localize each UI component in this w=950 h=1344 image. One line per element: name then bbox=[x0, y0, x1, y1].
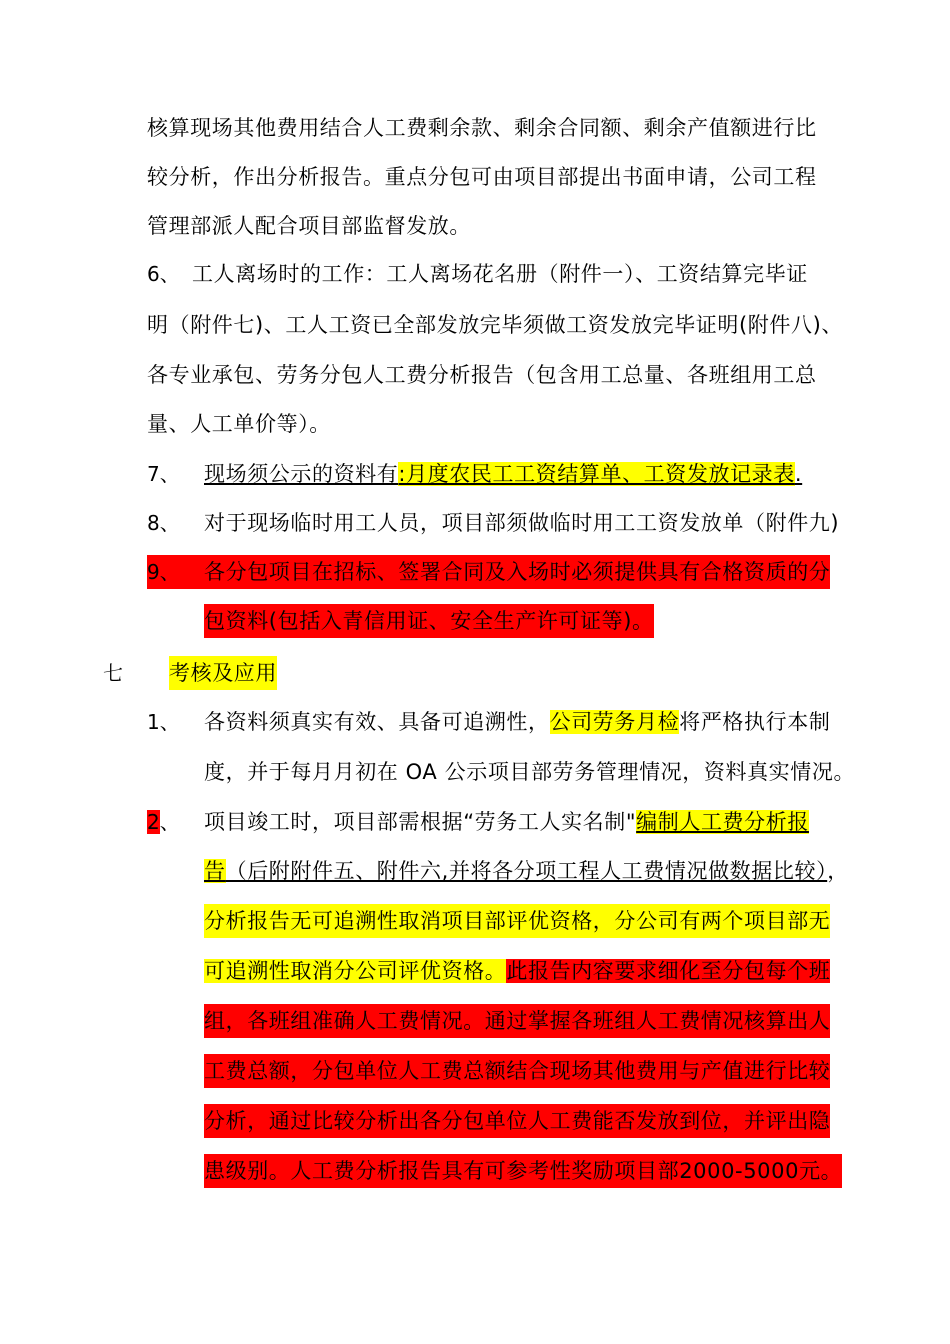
paragraph-line: 量、人工单价等）。 bbox=[147, 412, 331, 436]
text-run: . bbox=[794, 462, 803, 486]
highlighted-text: 可追溯性取消分公司评优资格。 bbox=[204, 959, 507, 983]
paragraph-line bbox=[204, 805, 809, 839]
highlighted-text: 元。 bbox=[799, 1159, 843, 1183]
highlighted-text: 告 bbox=[204, 859, 226, 883]
paragraph-line bbox=[204, 1154, 842, 1188]
highlighted-number: 2 bbox=[147, 810, 160, 834]
highlighted-text: 患级别。人工费分析报告具有可参考性奖励项目部 bbox=[204, 1159, 680, 1183]
text-run: 将严格执行本制 bbox=[679, 710, 831, 734]
highlighted-text: 分析报告无可追溯性取消项目部评优资格，分公司有两个项目部无 bbox=[204, 904, 830, 938]
paragraph-line: 核算现场其他费用结合人工费剩余款、剩余合同额、剩余产值额进行比 bbox=[147, 116, 817, 140]
paragraph-line: 较分析，作出分析报告。重点分包可由项目部提出书面申请，公司工程 bbox=[147, 165, 817, 189]
list-number: 6、 bbox=[147, 262, 180, 286]
paragraph-line bbox=[204, 854, 849, 888]
paragraph-line: 对于现场临时用工人员，项目部须做临时用工工资发放单（附件九) bbox=[204, 511, 840, 535]
paragraph-line bbox=[204, 705, 830, 739]
section-number: 七 bbox=[103, 661, 123, 685]
highlighted-amount: 2000-5000 bbox=[679, 1159, 800, 1183]
list-number: 8、 bbox=[147, 511, 180, 535]
highlighted-text: :月度农民工工资结算单、工资发放记录表 bbox=[398, 462, 795, 486]
highlighted-text: 编制人工费分析报 bbox=[636, 810, 809, 834]
paragraph-line bbox=[204, 457, 802, 491]
highlighted-text: 此报告内容要求细化至分包每个班 bbox=[506, 959, 831, 983]
text-run: 各资料须真实有效、具备可追溯性， bbox=[204, 710, 550, 734]
highlighted-text: 工费总额，分包单位人工费总额结合现场其他费用与产值进行比较 bbox=[204, 1054, 830, 1088]
highlighted-text: 分析，通过比较分析出各分包单位人工费能否发放到位，并评出隐 bbox=[204, 1104, 830, 1138]
highlighted-text: 组，各班组准确人工费情况。通过掌握各班组人工费情况核算出人 bbox=[204, 1004, 830, 1038]
text-run: 现场须公示的资料有 bbox=[204, 462, 399, 486]
paragraph-line: 度，并于每月月初在 OA 公示项目部劳务管理情况，资料真实情况。 bbox=[204, 760, 856, 784]
section-title: 考核及应用 bbox=[169, 656, 277, 690]
highlighted-text: 公司劳务月检 bbox=[549, 710, 680, 734]
highlighted-text: 各分包项目在招标、签署合同及入场时必须提供具有合格资质的分 bbox=[204, 555, 830, 589]
list-number: 7、 bbox=[147, 462, 180, 486]
highlighted-text: 包资料(包括入青信用证、安全生产许可证等)。 bbox=[204, 604, 654, 638]
text-run: 、 bbox=[159, 810, 180, 834]
list-number bbox=[147, 805, 180, 839]
list-number: 9、 bbox=[147, 555, 204, 589]
paragraph-line: 各专业承包、劳务分包人工费分析报告（包含用工总量、各班组用工总 bbox=[147, 363, 817, 387]
text-run: 项目竣工时，项目部需根据“劳务工人实名制" bbox=[204, 810, 637, 834]
text-run: ， bbox=[827, 859, 849, 883]
text-run: （后附附件五、附件六,并将各分项工程人工费情况做数据比较） bbox=[225, 859, 828, 883]
paragraph-line: 管理部派人配合项目部监督发放。 bbox=[147, 214, 471, 238]
paragraph-line bbox=[204, 954, 830, 988]
paragraph-line: 工人离场时的工作：工人离场花名册（附件一）、工资结算完毕证 bbox=[192, 262, 808, 286]
list-number: 1、 bbox=[147, 710, 180, 734]
paragraph-line: 明（附件七)、工人工资已全部发放完毕须做工资发放完毕证明(附件八)、 bbox=[147, 313, 843, 337]
